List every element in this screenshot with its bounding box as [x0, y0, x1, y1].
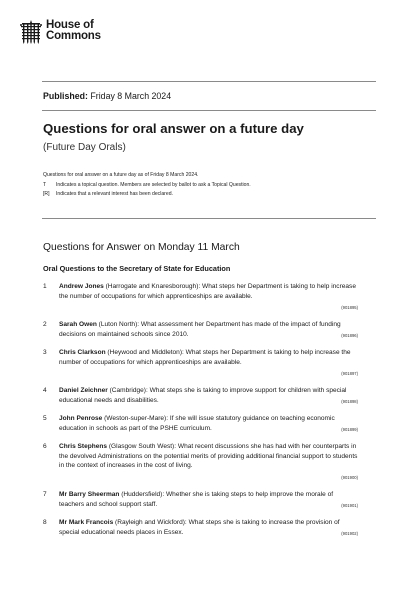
divider-top — [42, 81, 376, 82]
department-heading: Oral Questions to the Secretary of State for Education — [43, 264, 231, 273]
member-constituency: (Rayleigh and Wickford): — [115, 519, 187, 526]
published-date: Friday 8 March 2024 — [90, 91, 172, 101]
page-title: Questions for oral answer on a future day — [43, 121, 304, 136]
question-reference: (901899) — [341, 427, 358, 432]
section-heading: Questions for Answer on Monday 11 March — [43, 242, 240, 253]
member-name: John Penrose — [59, 415, 103, 422]
divider-notes — [42, 218, 376, 219]
member-name: Mr Barry Sheerman — [59, 491, 120, 498]
question-reference: (901895) — [341, 305, 358, 310]
question-reference: (901897) — [341, 371, 358, 376]
member-constituency: (Weston-super-Mare): — [104, 415, 169, 422]
question-number: 1 — [43, 283, 47, 290]
question-reference: (901902) — [341, 531, 358, 536]
member-name: Mr Mark Francois — [59, 519, 114, 526]
question-number: 2 — [43, 321, 47, 328]
question-text: What steps her Department is taking to help increase the number of occupations for which apprenticeships are available. — [59, 283, 356, 300]
member-name: Daniel Zeichner — [59, 387, 108, 394]
note-key: T — [43, 181, 47, 188]
question-number: 4 — [43, 387, 47, 394]
question-number: 3 — [43, 349, 47, 356]
question-number: 6 — [43, 443, 47, 450]
member-constituency: (Luton North): — [98, 321, 140, 328]
question-reference: (901901) — [341, 503, 358, 508]
question-text: If she will issue statutory guidance on teaching economic education in schools as part of the PSHE curriculum. — [59, 415, 335, 432]
member-constituency: (Harrogate and Knaresborough): — [105, 283, 201, 290]
question-item — [43, 320, 358, 339]
question-item — [43, 490, 358, 509]
note-item — [43, 190, 251, 200]
notes-block — [43, 171, 251, 200]
question-text: What steps her Department is taking to help increase the number of occupations for which apprenticeships are available. — [59, 349, 351, 366]
member-constituency: (Huddersfield): — [121, 491, 165, 498]
page-subtitle: (Future Day Orals) — [43, 142, 126, 153]
portcullis-icon — [20, 20, 42, 44]
published-line — [43, 91, 171, 101]
question-text: What steps she is taking to improve support for children with special educational needs and disabilities. — [59, 387, 347, 404]
question-item — [43, 414, 358, 433]
logo-line-2: Commons — [46, 30, 101, 42]
member-name: Sarah Owen — [59, 321, 97, 328]
member-constituency: (Heywood and Middleton): — [107, 349, 184, 356]
note-text: Indicates that a relevant interest has been declared. — [56, 191, 173, 197]
house-of-commons-logo — [20, 20, 101, 44]
note-item — [43, 181, 251, 191]
divider-published — [42, 110, 376, 111]
member-name: Chris Clarkson — [59, 349, 106, 356]
question-item — [43, 282, 358, 310]
logo-line-1: House of — [46, 19, 94, 31]
question-number: 7 — [43, 491, 47, 498]
note-text: Indicates a topical question. Members are selected by ballot to ask a Topical Question. — [56, 181, 251, 188]
question-text: Whether she is taking steps to help improve the morale of teachers and school support staff. — [59, 491, 334, 508]
question-text: What steps she is taking to increase the provision of special educational needs places in Essex. — [59, 519, 340, 536]
member-constituency: (Glasgow South West): — [108, 443, 177, 450]
question-text: What recent discussions she has had with her counterparts in the devolved Administrations on the potential merits of providing additional financial support to students in the context of increases in the cost of living. — [59, 443, 358, 470]
question-item — [43, 386, 358, 405]
question-number: 5 — [43, 415, 47, 422]
question-text: What assessment her Department has made of the impact of funding decisions on maintained schools since 2010. — [59, 321, 341, 338]
question-item — [43, 442, 358, 480]
notes-intro: Questions for oral answer on a future day as of Friday 8 March 2024. — [43, 172, 199, 178]
question-item — [43, 518, 358, 537]
question-reference: (901900) — [341, 475, 358, 480]
member-name: Chris Stephens — [59, 443, 108, 450]
member-constituency: (Cambridge): — [109, 387, 148, 394]
question-reference: (901898) — [341, 399, 358, 404]
note-key: [R] — [43, 191, 50, 197]
question-item — [43, 348, 358, 376]
question-number: 8 — [43, 519, 47, 526]
question-reference: (901896) — [341, 333, 358, 338]
member-name: Andrew Jones — [59, 283, 104, 290]
published-label: Published: — [43, 91, 88, 101]
